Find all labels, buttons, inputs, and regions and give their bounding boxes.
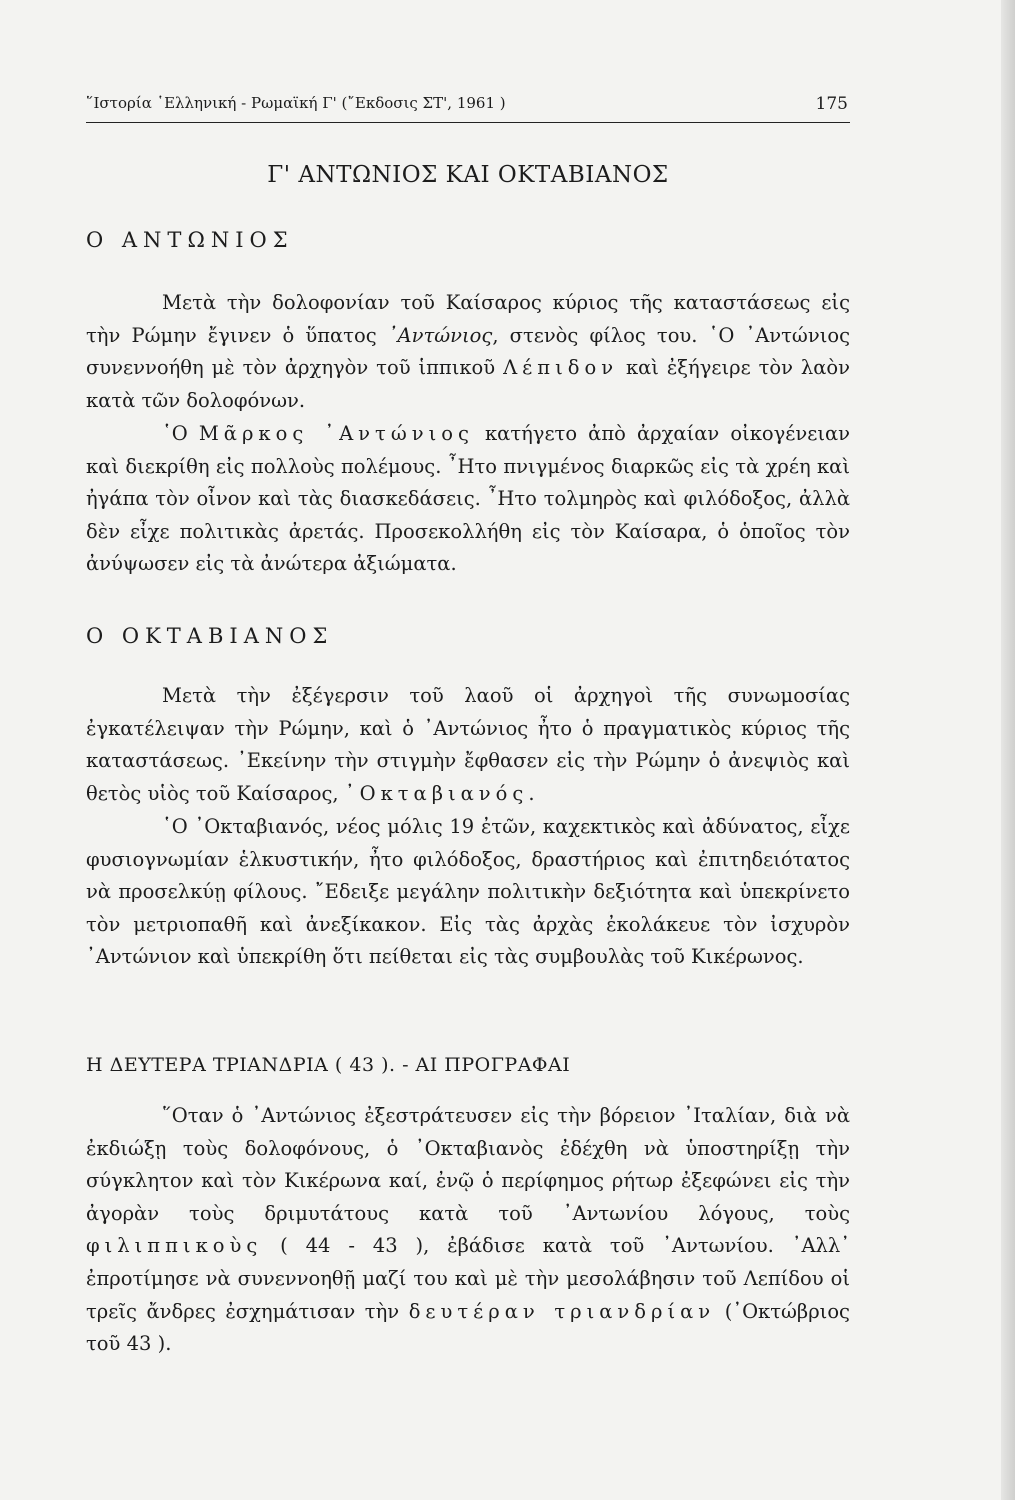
section-heading-antonios: Ο ΑΝΤΩΝΙΟΣ: [86, 228, 294, 252]
text-run: καὶ ἐξήγειρε τὸν λαὸν κατὰ τῶν δολοφόνων.: [86, 356, 851, 412]
page-edge-shadow: [1001, 0, 1015, 1500]
text-run: ῞Οταν ὁ ᾿Αντώνιος ἐξεστράτευσεν εἰς τὴν βόρειον ᾿Ιταλίαν, διὰ νὰ ἐκδιώξῃ τοὺς δολοφόνους, ὁ ᾿Οκταβιανὸς ἐδέχθη νὰ ὑποστηρίξῃ τὴν σύγκλητον καὶ τὸν Κικέρωνα καί, ἐνῷ ὁ περίφημος ρήτωρ ἐξεφώνει εἰς τὴν ἀγορὰν τοὺς δριμυτάτους κατὰ τοῦ ᾿Αντωνίου λόγους, τοὺς: [86, 1104, 850, 1225]
text-run: Μετὰ τὴν δολοφονίαν τοῦ Καίσαρος κύριος τῆς καταστάσεως εἰς τὴν Ρώμην ἔγινεν ὁ ὕπατος: [86, 291, 850, 347]
text-run: , στενὸς φίλος του. ῾Ο ᾿Αντώνιος συνεννοήθη μὲ τὸν ἀρχηγὸν τοῦ ἱππικοῦ: [86, 323, 850, 380]
paragraph-antonios-1: [86, 287, 850, 417]
emphasis-oktavianos: ᾿Οκταβιανός: [344, 781, 529, 805]
emphasis-antonios: ᾿Αντώνιος: [387, 323, 493, 347]
chapter-title: Γ' ΑΝΤΩΝΙΟΣ ΚΑΙ ΟΚΤΑΒΙΑΝΟΣ: [267, 162, 669, 188]
text-run: (᾿Οκτώβριος τοῦ 43 ).: [86, 1299, 850, 1356]
running-header: [86, 92, 850, 123]
emphasis-lepidon: Λέπιδον: [503, 356, 619, 380]
section-heading-triandria: Η ΔΕΥΤΕΡΑ ΤΡΙΑΝΔΡΙΑ ( 43 ). - ΑΙ ΠΡΟΓΡΑΦΑΙ: [86, 1054, 571, 1076]
section-heading-oktavianos: Ο ΟΚΤΑΒΙΑΝΟΣ: [86, 624, 334, 648]
paragraph-triandria-1: [86, 1100, 850, 1361]
paragraph-oktavianos-1: [86, 680, 850, 810]
emphasis-filippikous: φιλιππικοὺς: [86, 1234, 263, 1258]
paragraph-antonios-2: [86, 418, 850, 581]
text-run: ( 44 - 43 ), ἐβάδισε κατὰ τοῦ ᾿Αντωνίου. ᾿Αλλ᾿ ἐπροτίμησε νὰ συνεννοηθῇ μαζί του καὶ μὲ τὴν μεσολάβησιν τοῦ Λεπίδου οἱ τρεῖς ἄνδρες ἐσχημάτισαν τὴν: [86, 1234, 850, 1323]
running-title: ῞Ιστορία ῾Ελληνική - Ρωμαϊκή Γ' (῎Εκδοσις ΣΤ', 1961 ): [86, 94, 506, 112]
text-run: ῾Ο: [162, 422, 199, 445]
paragraph-oktavianos-2: ῾Ο ᾿Οκταβιανός, νέος μόλις 19 ἐτῶν, καχεκτικὸς καὶ ἀδύνατος, εἶχε φυσιογνωμίαν ἑλκυστικήν, ἦτο φιλόδοξος, δραστήριος καὶ ἐπιτηδειότατος νὰ προσελκύῃ φίλους. ῎Εδειξε μεγάλην πολιτικὴν δεξιότητα καὶ ὑπεκρίνετο τὸν μετριοπαθῆ καὶ ἀνεξίκακον. Εἰς τὰς ἀρχὰς ἐκολάκευε τὸν ἰσχυρὸν ᾿Αντώνιον καὶ ὑπεκρίθη ὅτι πείθεται εἰς τὰς συμβουλὰς τοῦ Κικέρωνος.: [86, 815, 850, 969]
emphasis-deuteran-triandrian: δευτέραν τριανδρίαν: [408, 1299, 716, 1323]
text-run: κατήγετο ἀπὸ ἀρχαίαν οἰκογένειαν καὶ διεκρίθη εἰς πολλοὺς πολέμους. ῏Ητο πνιγμένος διαρκῶς εἰς τὰ χρέη καὶ ἠγάπα τὸν οἶνον καὶ τὰς διασκεδάσεις. ῏Ητο τολμηρὸς καὶ φιλόδοξος, ἀλλὰ δὲν εἶχε πολιτικὰς ἀρετάς. Προσεκολλήθη εἰς τὸν Καίσαρα, ὁ ὁποῖος τὸν ἀνύψωσεν εἰς τὰ ἀνώτερα ἀξιώματα.: [86, 422, 851, 576]
text-run: Μετὰ τὴν ἐξέγερσιν τοῦ λαοῦ οἱ ἀρχηγοὶ τῆς συνωμοσίας ἐγκατέλειψαν τὴν Ρώμην, καὶ ὁ ᾿Αντώνιος ἦτο ὁ πραγματικὸς κύριος τῆς καταστάσεως. ᾿Εκείνην τὴν στιγμὴν ἔφθασεν εἰς τὴν Ρώμην ὁ ἀνεψιὸς καὶ θετὸς υἱὸς τοῦ Καίσαρος,: [86, 684, 850, 805]
emphasis-markos-antonios: Μᾶρκος ᾿Αντώνιος: [198, 422, 474, 445]
text-run: .: [528, 781, 535, 805]
page-number: 175: [815, 94, 848, 114]
